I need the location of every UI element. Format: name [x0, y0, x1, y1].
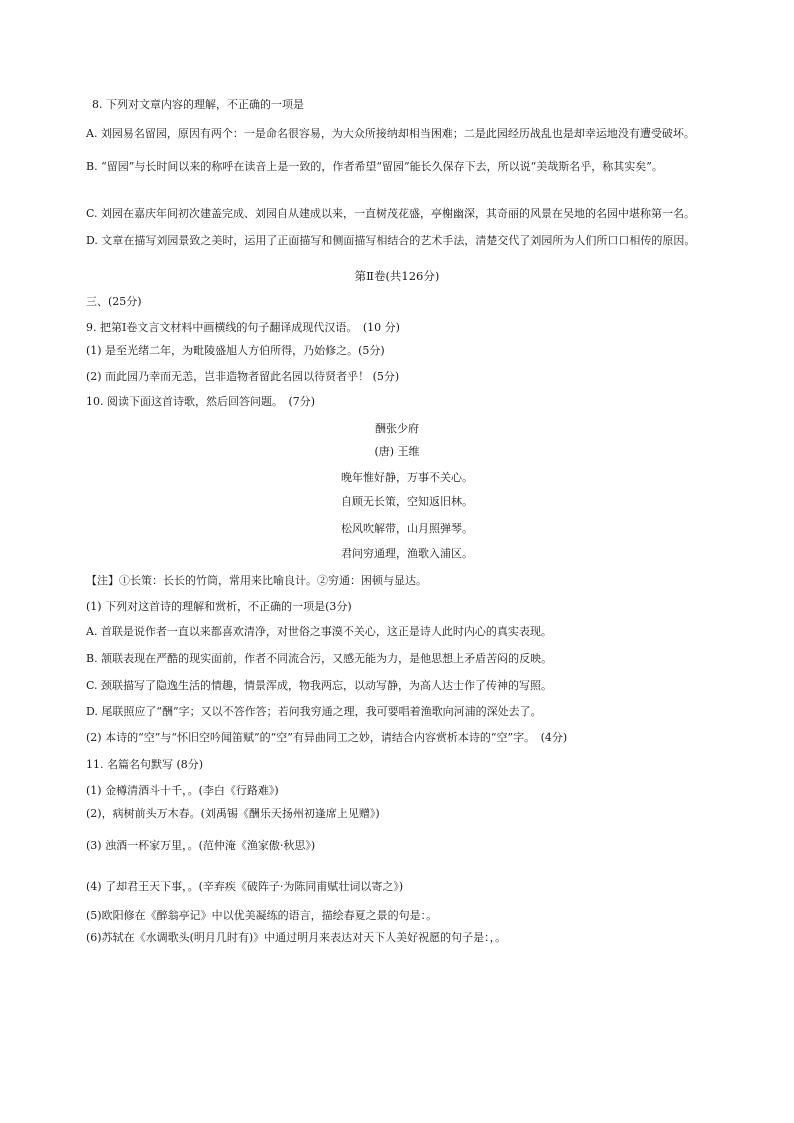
q10-option-c: C. 颈联描写了隐逸生活的情趣，情景浑成，物我两忘，以动写静，为高人达士作了传神的写照。 — [86, 679, 553, 692]
q8-option-d: D. 文章在描写刘园景致之美时，运用了正面描写和侧面描写相结合的艺术手法，清楚交代了刘园所为人们所口口相传的原因。 — [86, 234, 696, 247]
q8-option-b: B. “留园”与长时间以来的称呼在读音上是一致的，作者希望“留园”能长久保存下去，所以说“美哉斯名乎，称其实矣”。 — [86, 160, 663, 173]
q10-sub1: (1) 下列对这首诗的理解和赏析，不正确的一项是(3分) — [86, 600, 352, 613]
poem-line: 君问穷通理，渔歌入浦区。 — [341, 547, 473, 560]
section2-title: 第Ⅱ卷(共126分) — [354, 269, 440, 283]
q9-item-2: (2) 而此园乃幸而无恙，岂非造物者留此名园以待贤者乎！ (5分) — [86, 370, 400, 383]
q9-item-1: (1) 是至光绪二年，为毗陵盛旭人方伯所得，乃始修之。(5分) — [86, 344, 385, 357]
q8-option-c: C. 刘园在嘉庆年间初次建盖完成、刘园自从建成以来，一直树茂花盛，亭榭幽深，其奇丽的风景在吴地的名园中堪称第一名。 — [86, 207, 696, 220]
q10-option-b: B. 颔联表现在严酷的现实面前，作者不同流合污，又感无能为力，是他思想上矛盾苦闷的反映。 — [86, 652, 553, 665]
poem-title: 酬张少府 — [375, 422, 419, 435]
q11-item-5: (5)欧阳修在《醉翁亭记》中以优美凝练的语言，描绘春夏之景的句是：。 — [86, 909, 438, 922]
q11-item-6: (6)苏轼在《水调歌头(明月几时有)》中通过明月来表达对天下人美好祝愿的句子是：，。 — [86, 931, 507, 944]
poem-line: 松风吹解带，山月照弹琴。 — [341, 522, 473, 535]
q10-option-a: A. 首联是说作者一直以来都喜欢清净，对世俗之事漠不关心，这正是诗人此时内心的真实表现。 — [86, 625, 552, 638]
poem-line: 自顾无长策，空知返旧林。 — [341, 495, 473, 508]
poem-note: 【注】①长策：长长的竹筒，常用来比喻良计。②穷通：困顿与显达。 — [86, 574, 427, 587]
q11-item-2: (2)，病树前头万木春。(刘禹锡《酬乐天扬州初逢席上见赠》) — [86, 807, 380, 820]
q11-item-1: (1) 金樽清酒斗十千，。(李白《行路难》) — [86, 784, 279, 797]
q11-item-3: (3) 浊酒一杯家万里，。(范仲淹《渔家傲·秋思》) — [86, 839, 316, 852]
q11-item-4: (4) 了却君王天下事，。(辛弃疾《破阵子·为陈同甫赋壮词以寄之》) — [86, 880, 404, 893]
q8-option-a: A. 刘园易名留园，原因有两个：一是命名很容易，为大众所接纳却相当困难；二是此园经历战乱也是却幸运地没有遭受破坏。 — [86, 127, 695, 140]
q9-stem: 9. 把第Ⅰ卷文言文材料中画横线的句子翻译成现代汉语。 (10 分) — [86, 321, 400, 334]
q11-stem: 11. 名篇名句默写 (8分) — [86, 758, 204, 771]
poem-line: 晚年惟好静，万事不关心。 — [341, 471, 473, 484]
poem-author: (唐) 王维 — [374, 445, 420, 458]
q10-stem: 10. 阅读下面这首诗歌，然后回答问题。 (7分) — [86, 395, 316, 408]
q10-sub2: (2) 本诗的“空”与“怀旧空吟闻笛赋”的“空”有异曲同工之妙，请结合内容赏析本诗的“空”字。 (4分) — [86, 731, 568, 744]
q10-option-d: D. 尾联照应了“酬”字；又以不答作答；若问我穷通之理，我可要唱着渔歌向河浦的深处去了。 — [86, 705, 542, 718]
section3-title: 三、(25分) — [86, 295, 142, 308]
q8-stem: 8. 下列对文章内容的理解，不正确的一项是 — [92, 98, 304, 111]
